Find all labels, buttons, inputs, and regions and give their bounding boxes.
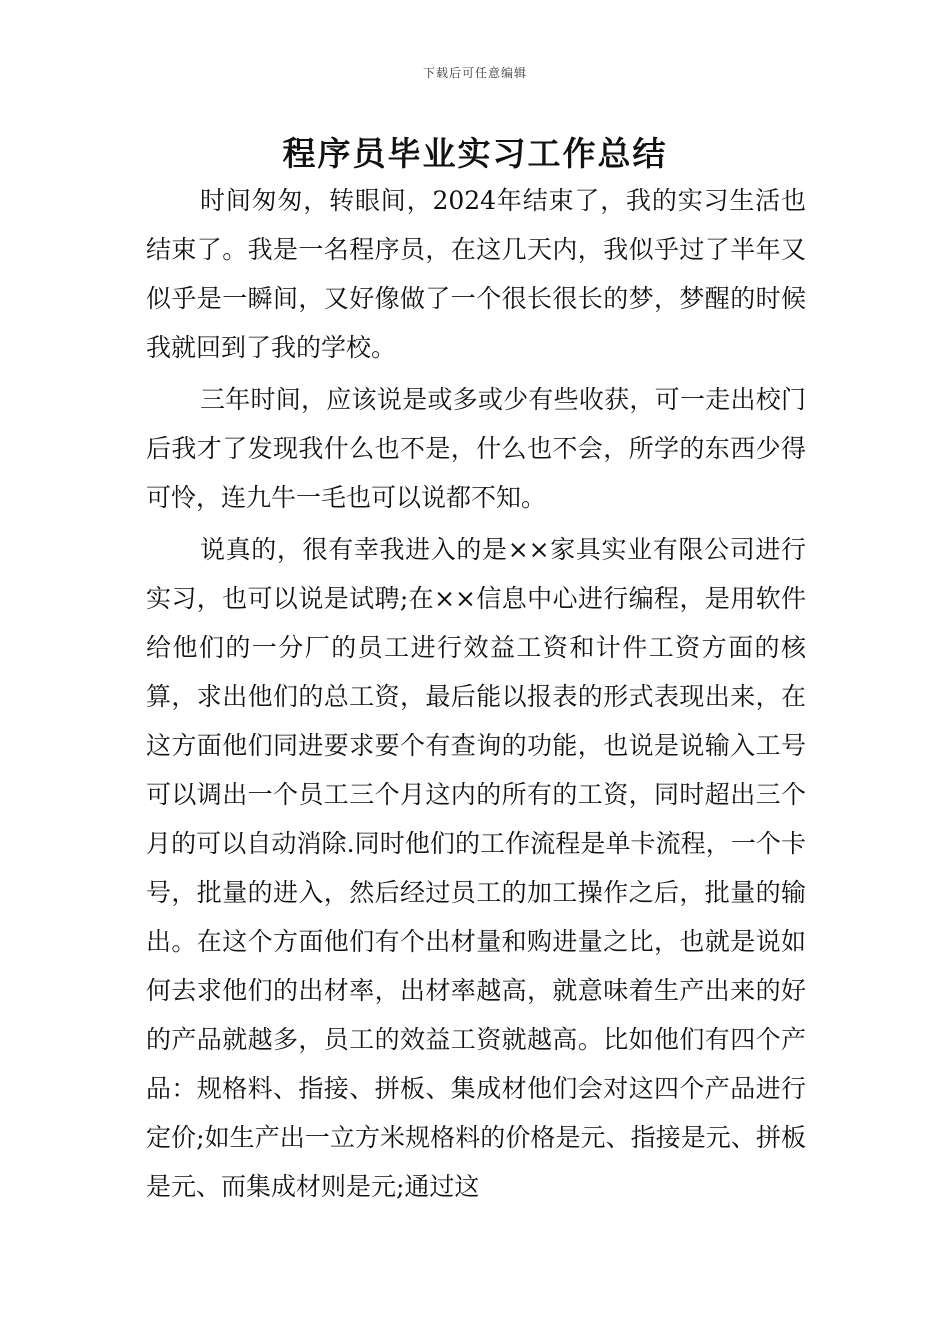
document-body	[146, 176, 806, 1214]
document-title: 程序员毕业实习工作总结	[282, 134, 668, 173]
body-paragraph-3: 说真的，很有幸我进入的是××家具实业有限公司进行实习，也可以说是试聘;在××信息中心进行编程，是用软件给他们的一分厂的员工进行效益工资和计件工资方面的核算，求出他们的总工资，最后能以报表的形式表现出来，在这方面他们同进要求要个有查询的功能，也说是说输入工号可以调出一个员工三个月这内的所有的工资，同时超出三个月的可以自动消除.同时他们的工作流程是单卡流程，一个卡号，批量的进入，然后经过员工的加工操作之后，批量的输出。在这个方面他们有个出材量和购进量之比，也就是说如何去求他们的出材率，出材率越高，就意味着生产出来的好的产品就越多，员工的效益工资就越高。比如他们有四个产品：规格料、指接、拼板、集成材他们会对这四个产品进行定价;如生产出一立方米规格料的价格是元、指接是元、拼板是元、而集成材则是元;通过这	[146, 535, 806, 1201]
body-paragraph-2: 三年时间，应该说是或多或少有些收获，可一走出校门后我才了发现我什么也不是，什么也不会，所学的东西少得可怜，连九牛一毛也可以说都不知。	[146, 385, 806, 512]
page-header-note: 下载后可任意编辑	[422, 66, 527, 80]
body-paragraph-1: 时间匆匆，转眼间，2024年结束了，我的实习生活也结束了。我是一名程序员，在这几天内，我似乎过了半年又似乎是一瞬间，又好像做了一个很长很长的梦，梦醒的时候我就回到了我的学校。	[146, 186, 806, 362]
